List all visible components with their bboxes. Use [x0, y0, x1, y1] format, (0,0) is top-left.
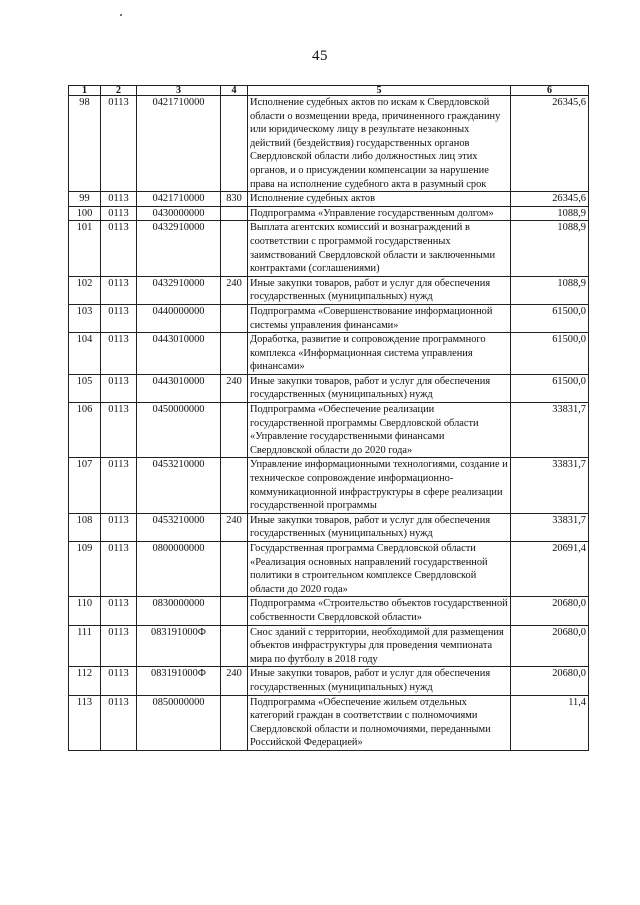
table-row: [69, 542, 589, 597]
cell-section-code: 0113: [101, 667, 137, 695]
table-row: [69, 206, 589, 221]
cell-description: Подпрограмма «Обеспечение жильем отдельных категорий граждан в соответствии с полномочиями Свердловской области и полномочиями, переданными Российской Федерацией»: [248, 695, 511, 750]
cell-section-code: 0113: [101, 695, 137, 750]
cell-row-number: 105: [69, 374, 101, 402]
table-row: [69, 276, 589, 304]
table-row: [69, 458, 589, 513]
cell-section-code: 0113: [101, 276, 137, 304]
cell-expense-type: [221, 304, 248, 332]
cell-target-code: 083191000Ф: [137, 667, 221, 695]
cell-row-number: 108: [69, 513, 101, 541]
cell-target-code: 0850000000: [137, 695, 221, 750]
cell-row-number: 101: [69, 221, 101, 276]
table-row: [69, 333, 589, 375]
cell-expense-type: 240: [221, 667, 248, 695]
cell-description: Подпрограмма «Строительство объектов государственной собственности Свердловской области»: [248, 597, 511, 625]
cell-amount: 33831,7: [511, 513, 589, 541]
cell-target-code: 0440000000: [137, 304, 221, 332]
cell-row-number: 100: [69, 206, 101, 221]
cell-description: Иные закупки товаров, работ и услуг для обеспечения государственных (муниципальных) нужд: [248, 374, 511, 402]
cell-section-code: 0113: [101, 304, 137, 332]
cell-section-code: 0113: [101, 333, 137, 375]
cell-row-number: 104: [69, 333, 101, 375]
header-description: 5: [248, 86, 511, 96]
cell-section-code: 0113: [101, 625, 137, 667]
cell-expense-type: [221, 206, 248, 221]
cell-target-code: 0421710000: [137, 192, 221, 207]
cell-row-number: 110: [69, 597, 101, 625]
cell-target-code: 0430000000: [137, 206, 221, 221]
table-row: [69, 192, 589, 207]
cell-row-number: 107: [69, 458, 101, 513]
cell-amount: 20680,0: [511, 667, 589, 695]
header-row: [69, 86, 589, 96]
cell-description: Подпрограмма «Совершенствование информационной системы управления финансами»: [248, 304, 511, 332]
budget-table: [68, 85, 589, 751]
scan-speck: [120, 14, 122, 16]
cell-amount: 20680,0: [511, 597, 589, 625]
cell-target-code: 0432910000: [137, 276, 221, 304]
cell-expense-type: [221, 96, 248, 192]
cell-section-code: 0113: [101, 192, 137, 207]
cell-row-number: 113: [69, 695, 101, 750]
cell-description: Выплата агентских комиссий и вознаграждений в соответствии с программой государственных заимствований Свердловской области и заключенными контрактами (соглашениями): [248, 221, 511, 276]
cell-section-code: 0113: [101, 206, 137, 221]
cell-amount: 33831,7: [511, 403, 589, 458]
table-body: [69, 96, 589, 751]
cell-section-code: 0113: [101, 374, 137, 402]
table-row: [69, 667, 589, 695]
cell-amount: 26345,6: [511, 192, 589, 207]
cell-amount: 11,4: [511, 695, 589, 750]
cell-amount: 26345,6: [511, 96, 589, 192]
cell-section-code: 0113: [101, 96, 137, 192]
cell-description: Управление информационными технологиями, создание и техническое сопровождение информационно-коммуникационной инфраструктуры в сфере реализации государственной программы: [248, 458, 511, 513]
cell-section-code: 0113: [101, 597, 137, 625]
cell-section-code: 0113: [101, 403, 137, 458]
cell-target-code: 083191000Ф: [137, 625, 221, 667]
header-expense-type: 4: [221, 86, 248, 96]
cell-section-code: 0113: [101, 458, 137, 513]
cell-row-number: 112: [69, 667, 101, 695]
cell-description: Подпрограмма «Обеспечение реализации государственной программы Свердловской области «Управление государственными финансами Свердловской области до 2020 года»: [248, 403, 511, 458]
cell-target-code: 0443010000: [137, 333, 221, 375]
cell-target-code: 0453210000: [137, 458, 221, 513]
cell-amount: 1088,9: [511, 221, 589, 276]
cell-description: Государственная программа Свердловской области «Реализация основных направлений государственной политики в строительном комплексе Свердловской области до 2020 года»: [248, 542, 511, 597]
cell-target-code: 0830000000: [137, 597, 221, 625]
cell-amount: 20691,4: [511, 542, 589, 597]
cell-amount: 61500,0: [511, 374, 589, 402]
page-number: 45: [312, 48, 328, 64]
cell-target-code: 0443010000: [137, 374, 221, 402]
cell-description: Исполнение судебных актов по искам к Свердловской области о возмещении вреда, причиненного гражданину или юридическому лицу в результате незаконных действий (бездействия) государственных органов Свердловской области либо должностных лиц этих органов, и о присуждении компенсации за нарушение права на исполнение судебного акта в разумный срок: [248, 96, 511, 192]
cell-target-code: 0453210000: [137, 513, 221, 541]
cell-expense-type: [221, 333, 248, 375]
header-amount: 6: [511, 86, 589, 96]
cell-expense-type: [221, 597, 248, 625]
cell-expense-type: 240: [221, 374, 248, 402]
table-row: [69, 597, 589, 625]
cell-target-code: 0432910000: [137, 221, 221, 276]
cell-expense-type: [221, 625, 248, 667]
cell-expense-type: [221, 221, 248, 276]
cell-amount: 20680,0: [511, 625, 589, 667]
cell-amount: 1088,9: [511, 276, 589, 304]
cell-description: Доработка, развитие и сопровождение программного комплекса «Информационная система управления финансами»: [248, 333, 511, 375]
cell-description: Иные закупки товаров, работ и услуг для обеспечения государственных (муниципальных) нужд: [248, 513, 511, 541]
cell-target-code: 0421710000: [137, 96, 221, 192]
header-row-number: 1: [69, 86, 101, 96]
cell-description: Подпрограмма «Управление государственным долгом»: [248, 206, 511, 221]
cell-expense-type: [221, 542, 248, 597]
cell-row-number: 98: [69, 96, 101, 192]
table-row: [69, 403, 589, 458]
cell-row-number: 99: [69, 192, 101, 207]
cell-expense-type: 240: [221, 276, 248, 304]
cell-row-number: 102: [69, 276, 101, 304]
cell-section-code: 0113: [101, 221, 137, 276]
table-row: [69, 221, 589, 276]
table-row: [69, 304, 589, 332]
table-row: [69, 513, 589, 541]
cell-row-number: 106: [69, 403, 101, 458]
cell-expense-type: [221, 458, 248, 513]
cell-row-number: 111: [69, 625, 101, 667]
cell-description: Исполнение судебных актов: [248, 192, 511, 207]
table-row: [69, 96, 589, 192]
cell-amount: 61500,0: [511, 304, 589, 332]
cell-description: Иные закупки товаров, работ и услуг для обеспечения государственных (муниципальных) нужд: [248, 276, 511, 304]
cell-amount: 1088,9: [511, 206, 589, 221]
cell-target-code: 0450000000: [137, 403, 221, 458]
cell-section-code: 0113: [101, 513, 137, 541]
cell-description: Снос зданий с территории, необходимой для размещения объектов инфраструктуры для проведения чемпионата мира по футболу в 2018 году: [248, 625, 511, 667]
cell-expense-type: 830: [221, 192, 248, 207]
table-row: [69, 625, 589, 667]
cell-target-code: 0800000000: [137, 542, 221, 597]
table-row: [69, 374, 589, 402]
cell-row-number: 103: [69, 304, 101, 332]
table-row: [69, 695, 589, 750]
cell-expense-type: 240: [221, 513, 248, 541]
cell-section-code: 0113: [101, 542, 137, 597]
cell-expense-type: [221, 403, 248, 458]
cell-description: Иные закупки товаров, работ и услуг для обеспечения государственных (муниципальных) нужд: [248, 667, 511, 695]
cell-amount: 33831,7: [511, 458, 589, 513]
cell-expense-type: [221, 695, 248, 750]
header-target-code: 3: [137, 86, 221, 96]
header-section-code: 2: [101, 86, 137, 96]
cell-amount: 61500,0: [511, 333, 589, 375]
cell-row-number: 109: [69, 542, 101, 597]
